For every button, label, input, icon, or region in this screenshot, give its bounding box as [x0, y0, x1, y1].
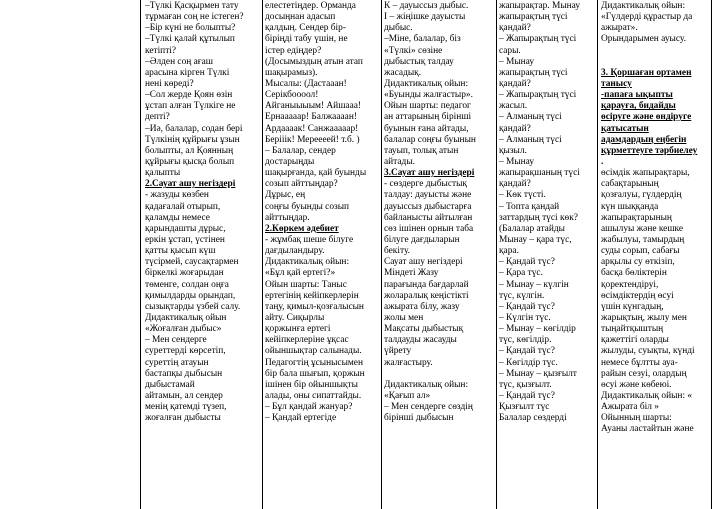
text-line: айтамын, ал сендер: [145, 390, 223, 401]
text-line: жапырақтың түсі: [499, 12, 568, 23]
text-line: достарыңды: [265, 156, 315, 167]
text-line: жолы мен: [384, 312, 424, 323]
text-line: істер едіңдер?: [265, 45, 322, 56]
text-line: Балалар сөздерді: [499, 413, 567, 424]
text-line: немесе бұлтты ауа-: [601, 357, 678, 368]
text-line: Қызғылт түс: [499, 402, 550, 413]
text-line: қажеттігі оларды: [601, 335, 669, 346]
text-line: жылуды, суықты, күнді: [601, 346, 695, 357]
text-line: жоғалған дыбысты: [145, 413, 221, 424]
text-line: – Топта қандай: [499, 201, 560, 212]
text-line: суды сорып, сабағы: [601, 246, 680, 257]
text-line: жасадық.: [384, 67, 422, 78]
text-line: – Күлгін түс.: [499, 312, 551, 323]
table-column-4: [499, 0, 595, 509]
text-line: К – дауыссыз дыбыс.: [384, 1, 469, 11]
text-line: .: [601, 156, 604, 167]
text-line: қандай?: [499, 23, 531, 34]
text-line: қаламды немесе: [145, 212, 210, 223]
text-line: сызықтарды үзбей салу.: [145, 301, 241, 312]
text-line: суреттің атауын: [145, 357, 209, 368]
text-line: – Бұл қандай жануар?: [265, 402, 353, 413]
text-line: үйрету: [384, 346, 412, 357]
text-line: жабылуы, тамырдың: [601, 234, 685, 245]
section-heading: 3.Сауат ашу негіздері: [384, 168, 475, 179]
text-line: –Бір күні не болыпты?: [145, 23, 236, 34]
text-line: – Қандай түс?: [499, 346, 555, 357]
text-line: нені көреді?: [145, 78, 194, 89]
text-line: арқылы су өткізіп,: [601, 257, 675, 268]
text-line: – Қандай түс?: [499, 257, 555, 268]
table-column-3: [384, 0, 494, 509]
text-line: - жұмбақ шеше білуге: [265, 234, 354, 245]
text-line: суреттерді көрсетіп,: [145, 346, 226, 357]
text-line: Дидактикалық ойын:: [265, 257, 350, 268]
text-line: – Мынау – қызғылт: [499, 368, 577, 379]
text-line: - сөздерге дыбыстық: [384, 179, 467, 190]
text-line: өсуі және көбеюі.: [601, 379, 672, 390]
text-line: – Мен сендерге сөздің: [384, 402, 473, 413]
text-line: –Әлден соң ағаш: [145, 56, 214, 67]
text-line: бастапқы дыбысын: [145, 368, 223, 379]
text-line: түс, қызғылт.: [499, 379, 552, 390]
text-line: жасыл.: [499, 101, 528, 112]
text-line: «Қағып ал»: [384, 390, 431, 401]
text-line: талдау: дауысты және: [384, 190, 472, 201]
text-line: кетіпті?: [145, 45, 177, 56]
text-line: шақырамыз).: [265, 67, 318, 78]
text-line: Дидактикалық ойын: [145, 312, 227, 323]
text-line: жапырақтың түсі: [499, 67, 568, 78]
text-line: қадағалай отырып,: [145, 201, 221, 212]
text-line: болыпты, ал Қоянның: [145, 145, 234, 156]
text-line: І – жіңішке дауысты: [384, 12, 466, 23]
text-line: дауыссыз дыбыстарға: [384, 201, 472, 212]
text-line: таңу, қимыл-қозғалысын: [265, 301, 364, 312]
text-line: «Буынды жалғастыр».: [384, 90, 473, 101]
text-line: сабақтарының: [601, 179, 659, 190]
text-line: құйрығы қысқа болып: [145, 156, 235, 167]
table-divider-4: [597, 0, 598, 509]
text-line: -папаға ықыпты: [601, 90, 673, 101]
text-line: біріңді табу үшін, не: [265, 34, 348, 45]
text-line: елестетіңдер. Орманда: [265, 1, 356, 11]
text-line: созып айттыңдар?: [265, 179, 338, 190]
text-line: қимылдарды орындап,: [145, 290, 236, 301]
text-line: – Мынау – көгілдір: [499, 324, 576, 335]
text-line: түс, күлгін.: [499, 290, 545, 301]
text-line: «Түлкі» сөзіне: [384, 45, 443, 56]
text-line: парағында бағдарлай: [384, 279, 469, 290]
table-border-left: [140, 0, 141, 509]
text-line: –Сол жерде Қоян өзін: [145, 90, 233, 101]
text-line: - жазуды көзбен: [145, 190, 209, 201]
text-line: үшін күнгадың,: [601, 301, 664, 312]
text-line: 3. Қоршаған ортамен: [601, 67, 692, 78]
text-line: соңғы буынды созып: [265, 201, 350, 212]
text-line: төменге, солдан оңға: [145, 279, 229, 290]
text-line: қатысатын: [601, 123, 649, 134]
text-line: Дұрыс, ең: [265, 190, 306, 201]
text-line: түс, көгілдір.: [499, 335, 552, 346]
text-line: ан аттарының бірінші: [384, 112, 472, 123]
text-line: (Балалар атайды: [499, 223, 565, 234]
table-divider-3: [496, 0, 497, 509]
text-line: Сауат ашу негіздері: [384, 257, 463, 268]
text-line: – Мынау – күлгін: [499, 279, 569, 290]
text-line: депті?: [145, 112, 170, 123]
table-column-5: [601, 0, 709, 509]
text-line: дыбыс.: [384, 23, 413, 34]
text-line: қандай?: [499, 123, 531, 134]
text-line: танысу: [601, 78, 632, 89]
text-line: дыбыстық талдау: [384, 56, 454, 67]
text-line: ажырат».: [601, 23, 638, 34]
text-line: Дидактикалық ойын: «: [601, 390, 693, 401]
text-line: шақырғанда, қай буынды: [265, 168, 367, 179]
text-line: «Гүлдерді құрастыр да: [601, 12, 693, 23]
text-line: жапырақтар. Мынау: [499, 1, 581, 11]
text-line: сары.: [499, 45, 521, 56]
text-line: Міндеті Жазу: [384, 268, 439, 279]
text-line: жалғастыру.: [384, 357, 433, 368]
text-line: еркін ұстап, үстінен: [145, 234, 225, 245]
text-line: Дидактикалық ойын:: [384, 78, 469, 89]
text-line: қара.: [499, 246, 519, 257]
text-line: Мынау – қара түс,: [499, 234, 572, 245]
text-line: – Көгілдір түс.: [499, 357, 558, 368]
text-line: Мысалы: (Дастааан!: [265, 78, 347, 89]
text-line: қарауға, бидайды: [601, 101, 676, 112]
section-heading: 2.Көркем әдебиет: [265, 223, 339, 234]
text-line: ойыншықтар салынады.: [265, 346, 362, 357]
text-line: білуге дағдыларын: [384, 234, 460, 245]
text-line: Ойын шарты: педагог: [384, 101, 471, 112]
text-line: бекіту.: [384, 246, 411, 257]
text-line: Мақсаты дыбыстық: [384, 324, 464, 335]
text-line: Ауаны ластайтын және: [601, 424, 694, 435]
text-line: құрметтеуге тәрбиелеу: [601, 145, 698, 156]
text-line: [601, 46, 709, 57]
text-line: айтады.: [384, 156, 415, 167]
text-line: – Қара түс.: [499, 268, 543, 279]
text-line: өсіруге және өндіруге: [601, 112, 692, 123]
text-line: бірінші дыбысын: [384, 413, 454, 424]
text-line: Берііік! Мереееей! т.б. ): [265, 134, 360, 145]
text-line: қызыл.: [499, 145, 527, 156]
text-line: қозғалуы, гүлдердің: [601, 190, 682, 201]
text-line: кейіпкерлеріне ұқсас: [265, 335, 349, 346]
text-line: ұстап алған Түлкіге не: [145, 101, 236, 112]
text-line: күн шыққанда: [601, 201, 659, 212]
text-line: досыңнан адасып: [265, 12, 336, 23]
text-line: басқа бөліктерін: [601, 268, 667, 279]
text-line: дыбыстамай: [145, 379, 195, 390]
text-line: байланысты айтылған: [384, 212, 473, 223]
text-line: Түлкінің құйрығы ұзын: [145, 134, 240, 145]
text-line: [384, 369, 494, 380]
text-line: Ойын шарты: Таныс: [265, 279, 347, 290]
text-line: – Көк түсті.: [499, 190, 546, 201]
text-line: ертегінің кейіпкерлерін: [265, 290, 359, 301]
text-line: –Иә, балалар, содан бері: [145, 123, 243, 134]
text-line: жоларалық кеңістікті: [384, 290, 469, 301]
text-line: арасына кірген Түлкі: [145, 67, 230, 78]
text-line: қарындашты дұрыс,: [145, 223, 226, 234]
text-line: қоржынға ертегі: [265, 324, 331, 335]
text-line: сөз ішінен орнын таба: [384, 223, 474, 234]
text-line: райын сезуі, олардың: [601, 368, 687, 379]
text-line: айту. Сиқырлы: [265, 312, 325, 323]
table-column-1: [145, 0, 260, 509]
text-line: бір бала шығып, қоржын: [265, 368, 365, 379]
text-line: Ажырата біл »: [601, 402, 659, 413]
text-line: –Міне, балалар, біз: [384, 34, 461, 45]
text-line: Ардаааак! Санжааааар!: [265, 123, 359, 134]
text-line: ажырата білу, жазу: [384, 301, 460, 312]
section-heading: 2.Сауат ашу негіздері: [145, 179, 236, 190]
text-line: «Бұл қай ертегі?»: [265, 268, 336, 279]
text-line: – Алманың түсі: [499, 134, 562, 145]
text-line: қатты қысып күш: [145, 246, 216, 257]
text-line: (Досымыздың атын атап: [265, 56, 363, 67]
text-line: менің қатемді түзеп,: [145, 402, 227, 413]
text-line: «Жоғалған дыбыс»: [145, 324, 222, 335]
text-line: дағдыландыру.: [265, 246, 325, 257]
text-line: тауып, толық атын: [384, 145, 459, 156]
text-line: – Мынау: [499, 56, 535, 67]
table-divider-1: [262, 0, 263, 509]
text-line: – Балалар, сендер: [265, 145, 336, 156]
text-line: қандай?: [499, 78, 531, 89]
text-line: –Түлкі Қасқырмен тату: [145, 1, 239, 11]
text-line: тыңайтқыштың: [601, 324, 664, 335]
text-line: –Түлкі қалай құтылып: [145, 34, 235, 45]
text-line: талдауды жасауды: [384, 335, 457, 346]
text-line: тұрмаған соң не істеген?: [145, 12, 244, 23]
text-line: – Мен сендерге: [145, 335, 207, 346]
text-line: Ернааааар! Балжаааан!: [265, 112, 357, 123]
text-line: алады, оны сипаттайды.: [265, 390, 362, 401]
text-line: өсімдіктердің өсуі: [601, 290, 674, 301]
text-line: – Алманың түсі: [499, 112, 562, 123]
text-line: – Жапырақтың түсі: [499, 34, 577, 45]
text-line: адамдардың еңбегін: [601, 134, 687, 145]
table-border-right: [711, 0, 712, 509]
text-line: жарықтың, жылу мен: [601, 312, 687, 323]
text-line: қоректендіруі,: [601, 279, 659, 290]
text-line: [601, 57, 709, 68]
table-column-2: [265, 0, 379, 509]
text-line: Айганыыыым! Айшааа!: [265, 101, 362, 112]
table-divider-2: [381, 0, 382, 509]
text-line: Дидактикалық ойын:: [601, 1, 686, 11]
text-line: жапырақшаның түсі: [499, 168, 580, 179]
text-line: қалыпты: [145, 168, 181, 179]
text-line: түсірмей, саусақтармен: [145, 257, 239, 268]
text-line: ашылуы және кешке: [601, 223, 684, 234]
text-line: айттыңдар.: [265, 212, 310, 223]
text-line: буынын ғана айтады,: [384, 123, 469, 134]
text-line: – Қандай түс?: [499, 390, 555, 401]
text-line: жапырақтарының: [601, 212, 672, 223]
text-line: ішінен бір ойыншықты: [265, 379, 358, 390]
text-line: – Қандай түс?: [499, 301, 555, 312]
text-line: өсімдік жапырақтары,: [601, 168, 690, 179]
text-line: Орындарымен ауысу.: [601, 34, 686, 45]
text-line: қандай?: [499, 179, 531, 190]
text-line: балалар соңғы буынын: [384, 134, 476, 145]
text-line: Серікбоооол!: [265, 90, 319, 101]
text-line: – Жапырақтың түсі: [499, 90, 577, 101]
text-line: Педагогтің ұсынысымен: [265, 357, 363, 368]
text-line: біркелкі жоғарыдан: [145, 268, 224, 279]
text-line: заттардың түсі көк?: [499, 212, 578, 223]
text-line: – Мынау: [499, 156, 535, 167]
text-line: Дидактикалық ойын:: [384, 379, 469, 390]
text-line: Ойынның шарты:: [601, 413, 672, 424]
text-line: – Қандай ертегіде: [265, 413, 337, 424]
text-line: қалдың. Сендер бір-: [265, 23, 346, 34]
